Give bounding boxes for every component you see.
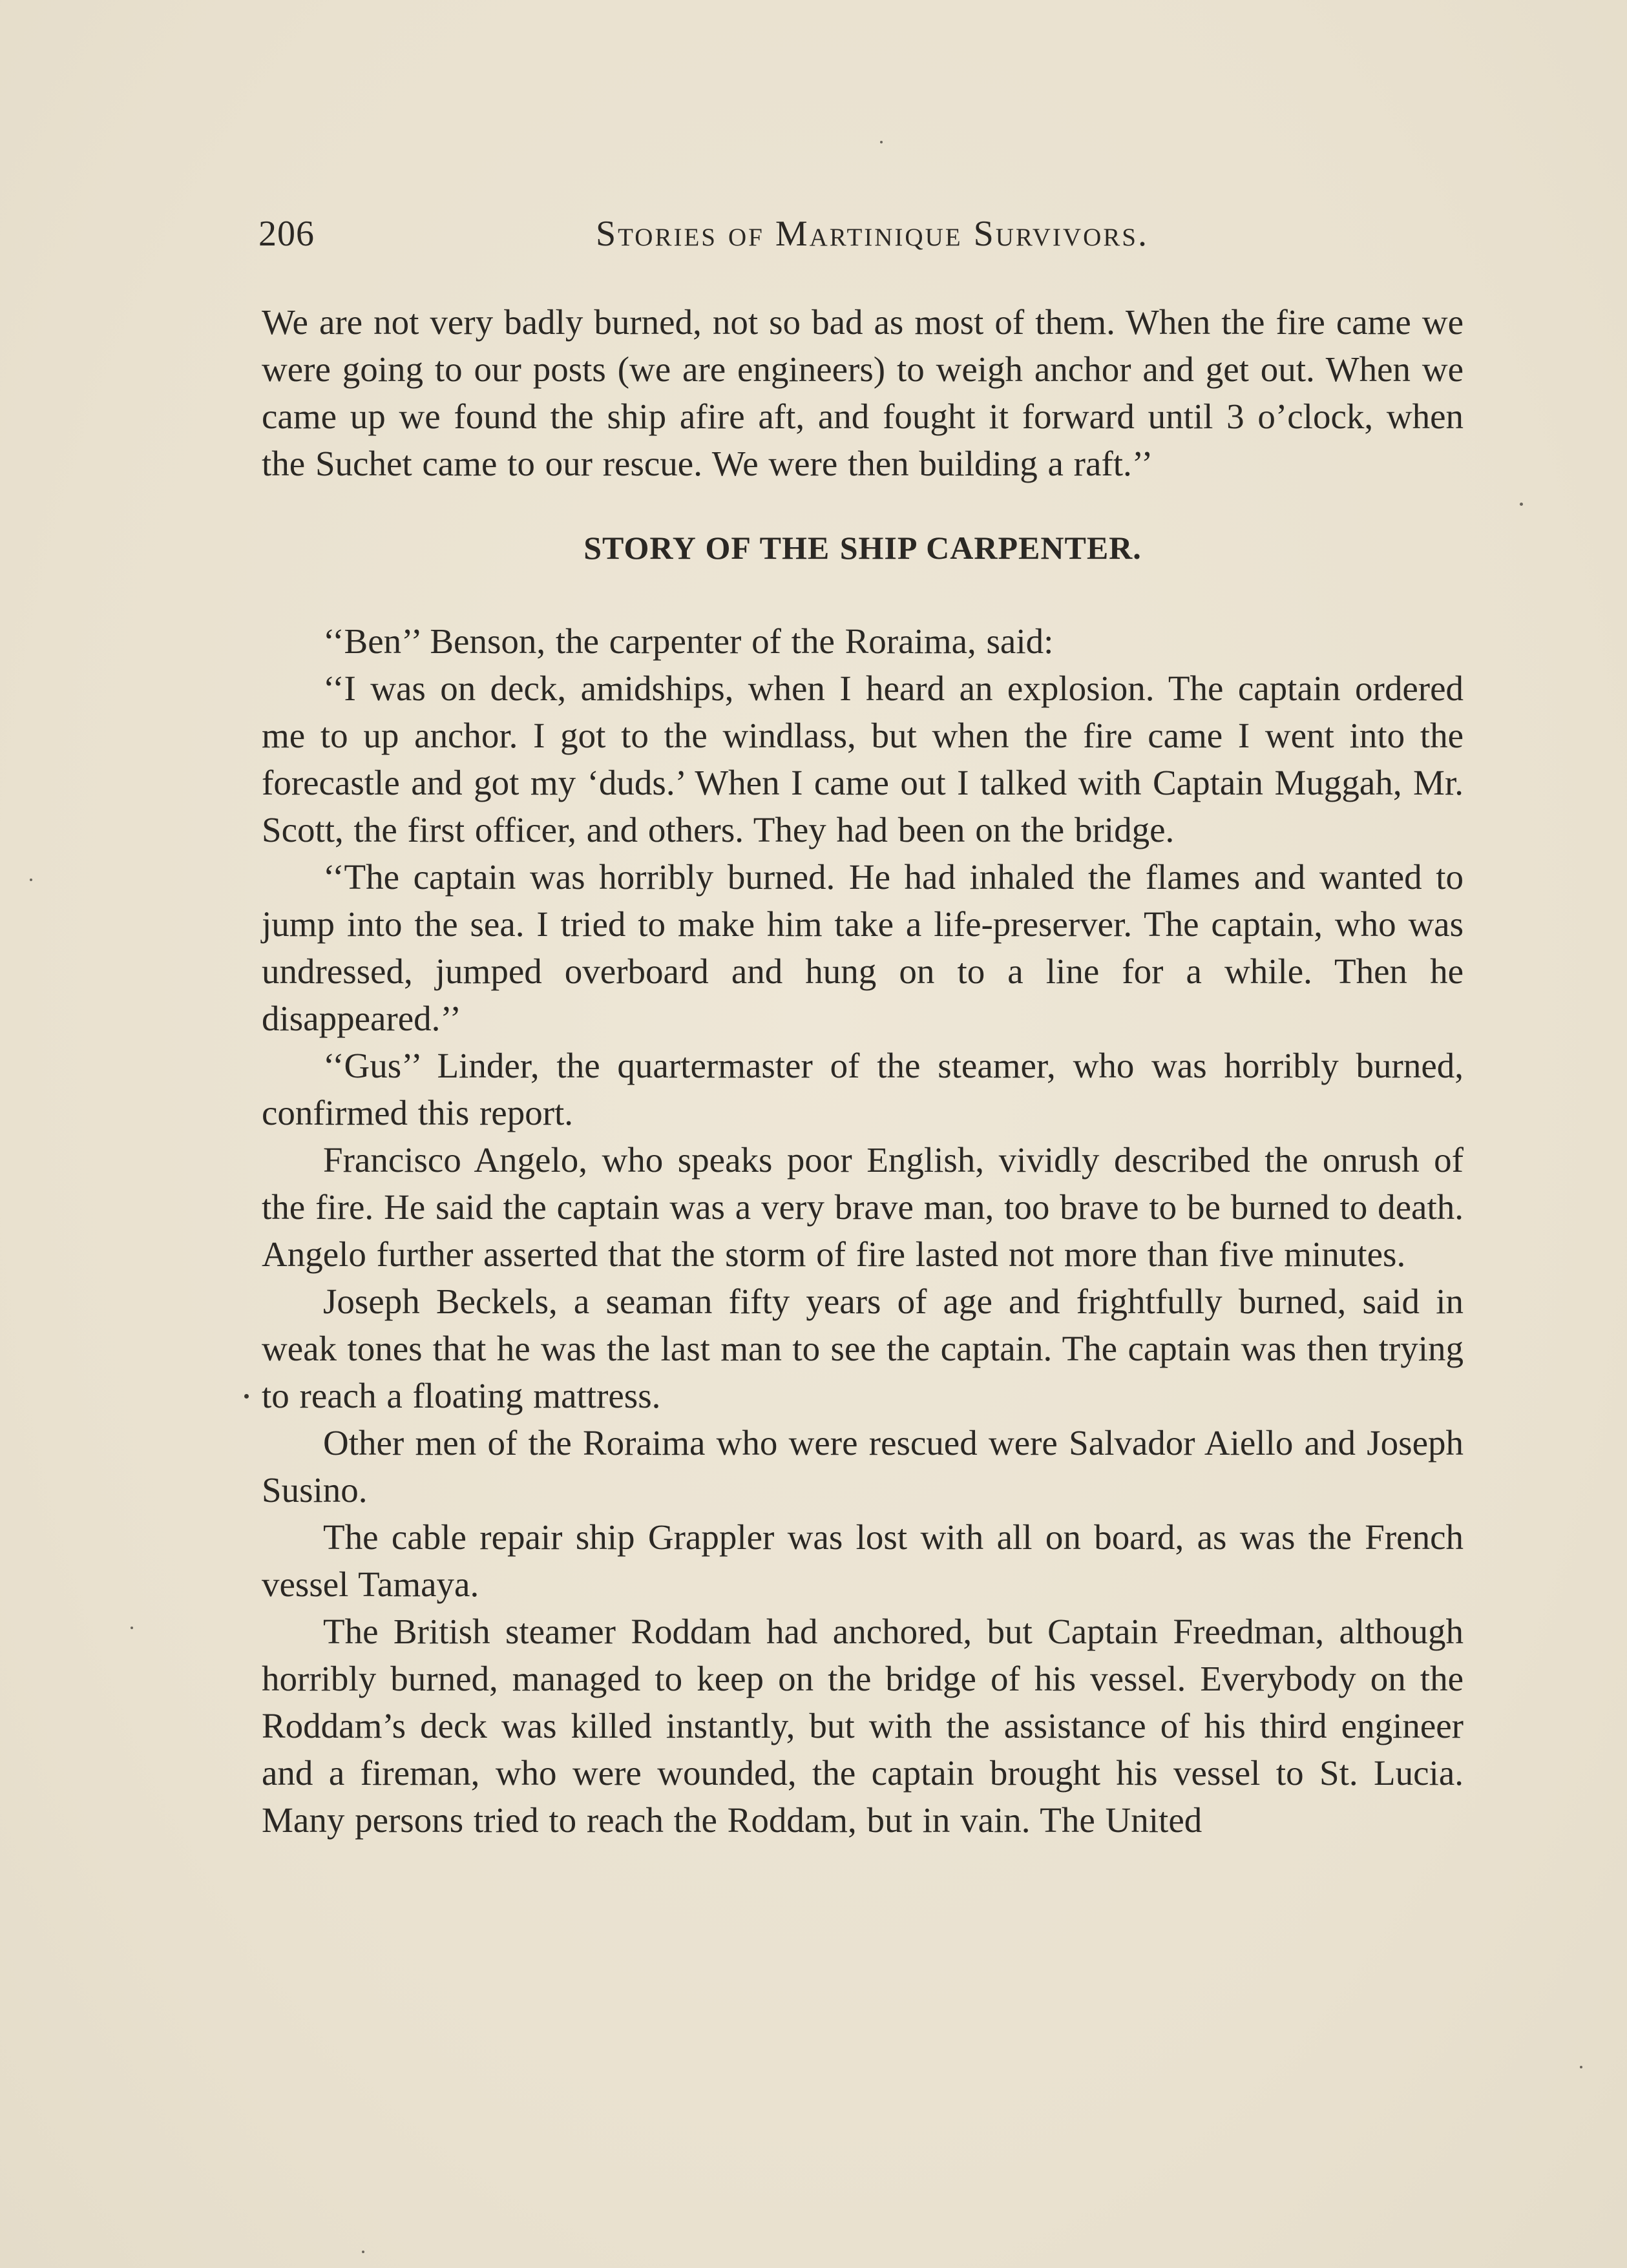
running-title: Stories of Martinique Survivors. bbox=[596, 214, 1149, 254]
paragraph: ‘‘I was on deck, amidships, when I heard an explosion. The captain ordered me to up anchor. I got to the windlass, but when the fire came I went into the forecastle and got my ‘duds.’ When I came out I talked with Captain Muggah, Mr. Scott, the first officer, and others. They had been on the bridge. bbox=[262, 669, 1464, 849]
paragraph: Joseph Beckels, a seaman fifty years of age and frightfully burned, said in weak tones that he was the last man to see the captain. The captain was then trying to reach a floating mattress. bbox=[262, 1282, 1464, 1415]
paper-speck bbox=[1520, 503, 1523, 506]
paper-speck bbox=[30, 879, 32, 881]
paragraph: Francisco Angelo, who speaks poor English, vividly described the onrush of the fire. He said the captain was a very brave man, too brave to be burned to death. Angelo further asserted that the storm of fire lasted not more than five minutes. bbox=[262, 1140, 1464, 1274]
page-header bbox=[258, 213, 1460, 265]
paragraph-continuation: We are not very badly burned, not so bad as most of them. When the fire came we were going to our posts (we are engineers) to weigh anchor and get out. When we came up we found the ship afire aft, and fought it forward until 3 o’clock, when the Suchet came to our rescue. We were then building a raft.’’ bbox=[262, 302, 1464, 483]
paragraph: The British steamer Roddam had anchored, but Captain Freedman, although horribly burned, managed to keep on the bridge of his vessel. Everybody on the Roddam’s deck was killed instantly, but with the assistance of his third engineer and a fireman, who were wounded, the captain brought his vessel to St. Lucia. Many persons tried to reach the Roddam, but in vain. The United bbox=[262, 1612, 1464, 1840]
paragraph: Other men of the Roraima who were rescued were Salvador Aiello and Joseph Susino. bbox=[262, 1423, 1464, 1510]
paragraph: The cable repair ship Grappler was lost with all on board, as was the French vessel Tamaya. bbox=[262, 1517, 1464, 1604]
paper-speck bbox=[1580, 2066, 1582, 2068]
paragraph: ‘‘The captain was horribly burned. He had inhaled the flames and wanted to jump into the sea. I tried to make him take a life-preserver. The captain, who was undressed, jumped overboard and hung on to a line for a while. Then he disappeared.’’ bbox=[262, 857, 1464, 1038]
paragraph: ‘‘Gus’’ Linder, the quartermaster of the steamer, who was horribly burned, confirmed this report. bbox=[262, 1046, 1464, 1132]
paragraph: ‘‘Ben’’ Benson, the carpenter of the Roraima, said: bbox=[323, 621, 1054, 661]
paper-speck bbox=[362, 2251, 364, 2253]
body-text bbox=[262, 298, 1464, 1844]
paper-speck bbox=[880, 141, 883, 143]
page-number: 206 bbox=[258, 214, 315, 254]
paper-speck bbox=[244, 1394, 249, 1399]
section-heading: STORY OF THE SHIP CARPENTER. bbox=[583, 530, 1142, 566]
paper-speck bbox=[131, 1627, 133, 1629]
